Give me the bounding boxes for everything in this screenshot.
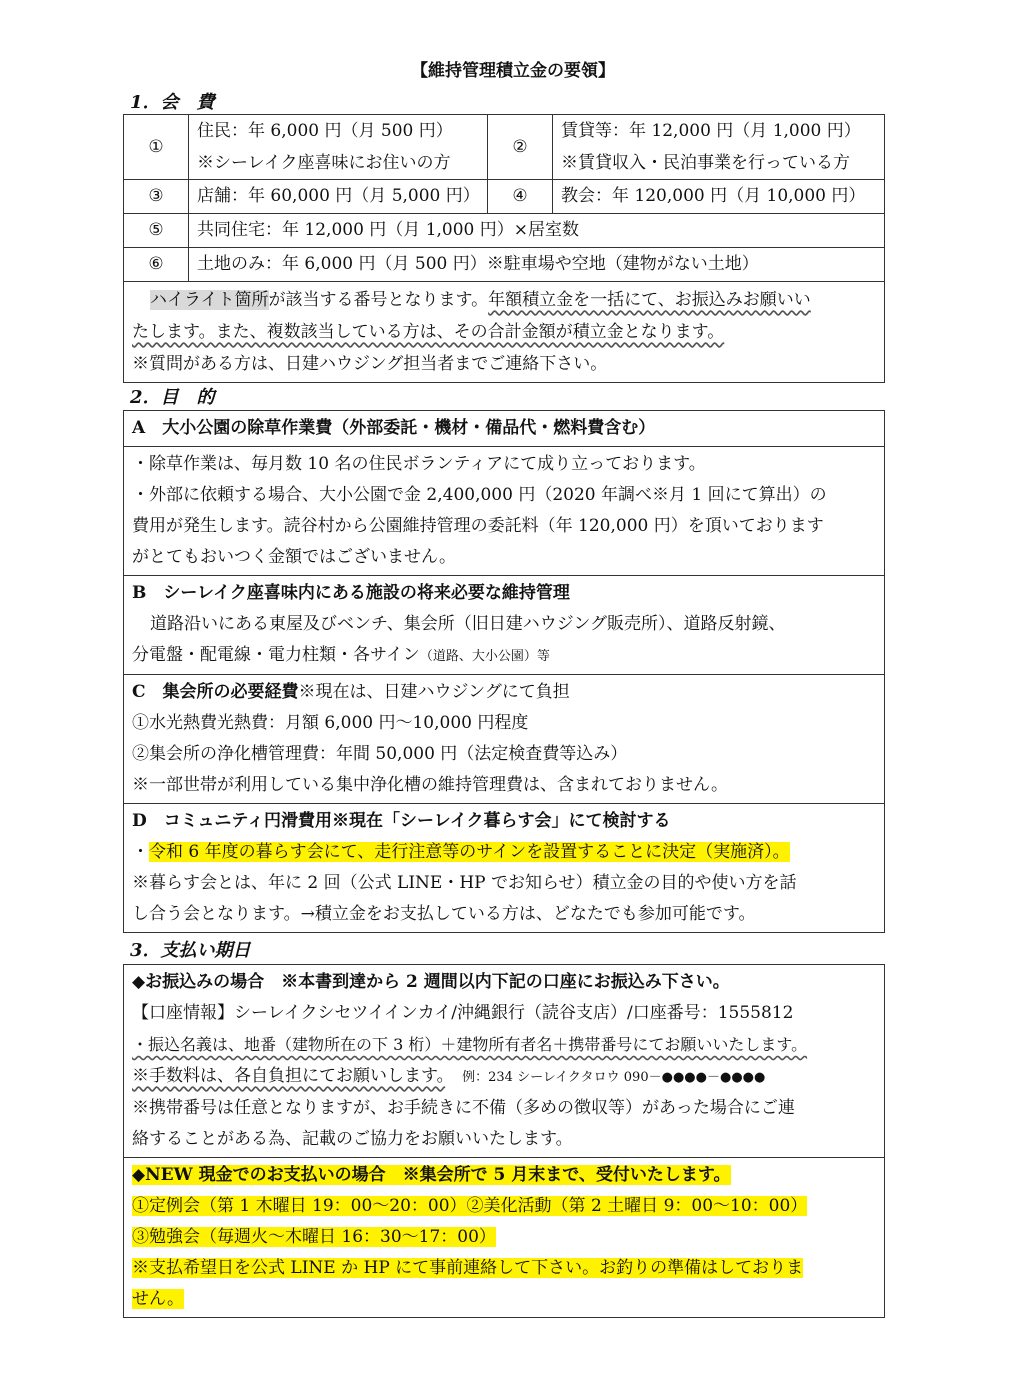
document-title: 【維持管理積立金の要領】 [411, 61, 615, 81]
fee-number: ④ [488, 180, 553, 214]
fee-row-4 [124, 248, 885, 282]
fee-number: ⑤ [124, 214, 189, 248]
fee-cell-resident: 住民：年 6,000 円（月 500 円） ※シーレイク座喜味にお住いの方 [189, 115, 488, 180]
purpose-b: B シーレイク座喜味内にある施設の将来必要な維持管理 道路沿いにある東屋及びベンチ、集会所（旧日建ハウジング販売所）、道路反射鏡、 分電盤・配電線・電力柱類・各サイン（道路、大小公園）等 [124, 575, 884, 674]
payment-transfer-heading: ◆お振込みの場合 ※本書到達から 2 週間以内下記の口座にお振込み下さい。 [132, 972, 730, 992]
highlight-sample: ハイライト箇所 [150, 290, 269, 310]
purpose-box [123, 410, 885, 933]
fee-table [123, 114, 885, 383]
fee-number: ⑥ [124, 248, 189, 282]
fee-row-1 [124, 115, 885, 180]
section-heading-purpose: 2．目 的 [130, 387, 215, 408]
bank-account-info: 【口座情報】シーレイクシセツイインカイ/沖縄銀行（読谷支店）/口座番号：1555812 [132, 1003, 794, 1023]
section-heading-fees: 1．会 費 [130, 92, 215, 113]
purpose-a-heading: A 大小公園の除草作業費（外部委託・機材・備品代・燃料費含む） [132, 418, 656, 438]
payment-transfer: ◆お振込みの場合 ※本書到達から 2 週間以内下記の口座にお振込み下さい。 【口座情報】シーレイクシセツイインカイ/沖縄銀行（読谷支店）/口座番号：1555812 ・振込名義は、地番（建物所在の下 3 桁）＋建物所有者名＋携帯番号にてお願いいたします。 ※手数料は、各自負担にてお願いします。 例：234 シーレイクタロウ 090－●●●●－●●●● ※携帯番号は任意となりますが、お手続きに不備（多めの徴収等）があった場合にご連 絡することがある為、記載のご協力をお願いいたします。 [124, 965, 884, 1157]
fee-note: ハイライト箇所が該当する番号となります。年額積立金を一括にて、お振込みお願いい たします。また、複数該当している方は、その合計金額が積立金となります。 ※質問がある方は、日建ハウジング担当者までご連絡下さい。 [124, 282, 885, 383]
purpose-d-heading: D コミュニティ円滑費用※現在「シーレイク暮らす会」にて検討する [132, 811, 671, 831]
fee-cell-church: 教会：年 120,000 円（月 10,000 円） [553, 180, 885, 214]
fee-row-3 [124, 214, 885, 248]
fee-cell-rental: 賃貸等：年 12,000 円（月 1,000 円） ※賃貸収入・民泊事業を行っている方 [553, 115, 885, 180]
fee-row-2 [124, 180, 885, 214]
payment-cash: ◆NEW 現金でのお支払いの場合 ※集会所で 5 月末まで、受付いたします。 ①定例会（第 1 木曜日 19：00〜20：00）②美化活動（第 2 土曜日 9：00〜10：00） ③勉強会（毎週火〜木曜日 16：30〜17：00） ※支払希望日を公式 LINE か HP にて事前連絡して下さい。お釣りの準備はしておりま せん。 [124, 1157, 884, 1317]
purpose-c: C 集会所の必要経費※現在は、日建ハウジングにて負担 ①水光熱費光熱費：月額 6,000 円〜10,000 円程度 ②集会所の浄化槽管理費：年間 50,000 円（法定検査費等込み） ※一部世帯が利用している集中浄化槽の維持管理費は、含まれておりません。 [124, 674, 884, 803]
purpose-a [124, 411, 884, 446]
section-heading-payment: 3．支払い期日 [130, 940, 251, 961]
fee-number: ② [488, 115, 553, 180]
purpose-b-heading: B シーレイク座喜味内にある施設の将来必要な維持管理 [132, 583, 570, 603]
fee-number: ① [124, 115, 189, 180]
fee-note-row [124, 282, 885, 383]
fee-number: ③ [124, 180, 189, 214]
fee-cell-store: 店舗：年 60,000 円（月 5,000 円） [189, 180, 488, 214]
fee-cell-land-only: 土地のみ：年 6,000 円（月 500 円）※駐車場や空地（建物がない土地） [189, 248, 885, 282]
payment-cash-heading: ◆NEW 現金でのお支払いの場合 ※集会所で 5 月末まで、受付いたします。 [132, 1165, 731, 1185]
purpose-d: D コミュニティ円滑費用※現在「シーレイク暮らす会」にて検討する ・令和 6 年度の暮らす会にて、走行注意等のサインを設置することに決定（実施済）。 ※暮らす会とは、年に 2 回（公式 LINE・HP でお知らせ）積立金の目的や使い方を話 し合う会となります。→積立金をお支払している方は、どなたでも参加可能です。 [124, 803, 884, 932]
payment-box [123, 964, 885, 1318]
purpose-a-body: ・除草作業は、毎月数 10 名の住民ボランティアにて成り立っております。 ・外部に依頼する場合、大小公園で金 2,400,000 円（2020 年調べ※月 1 回にて算出）の 費用が発生します。読谷村から公園維持管理の委託料（年 120,000 円）を頂いております がとてもおいつく金額ではございません。 [124, 446, 884, 575]
fee-cell-shared-housing: 共同住宅：年 12,000 円（月 1,000 円）×居室数 [189, 214, 885, 248]
purpose-c-heading: C 集会所の必要経費 [132, 682, 299, 702]
